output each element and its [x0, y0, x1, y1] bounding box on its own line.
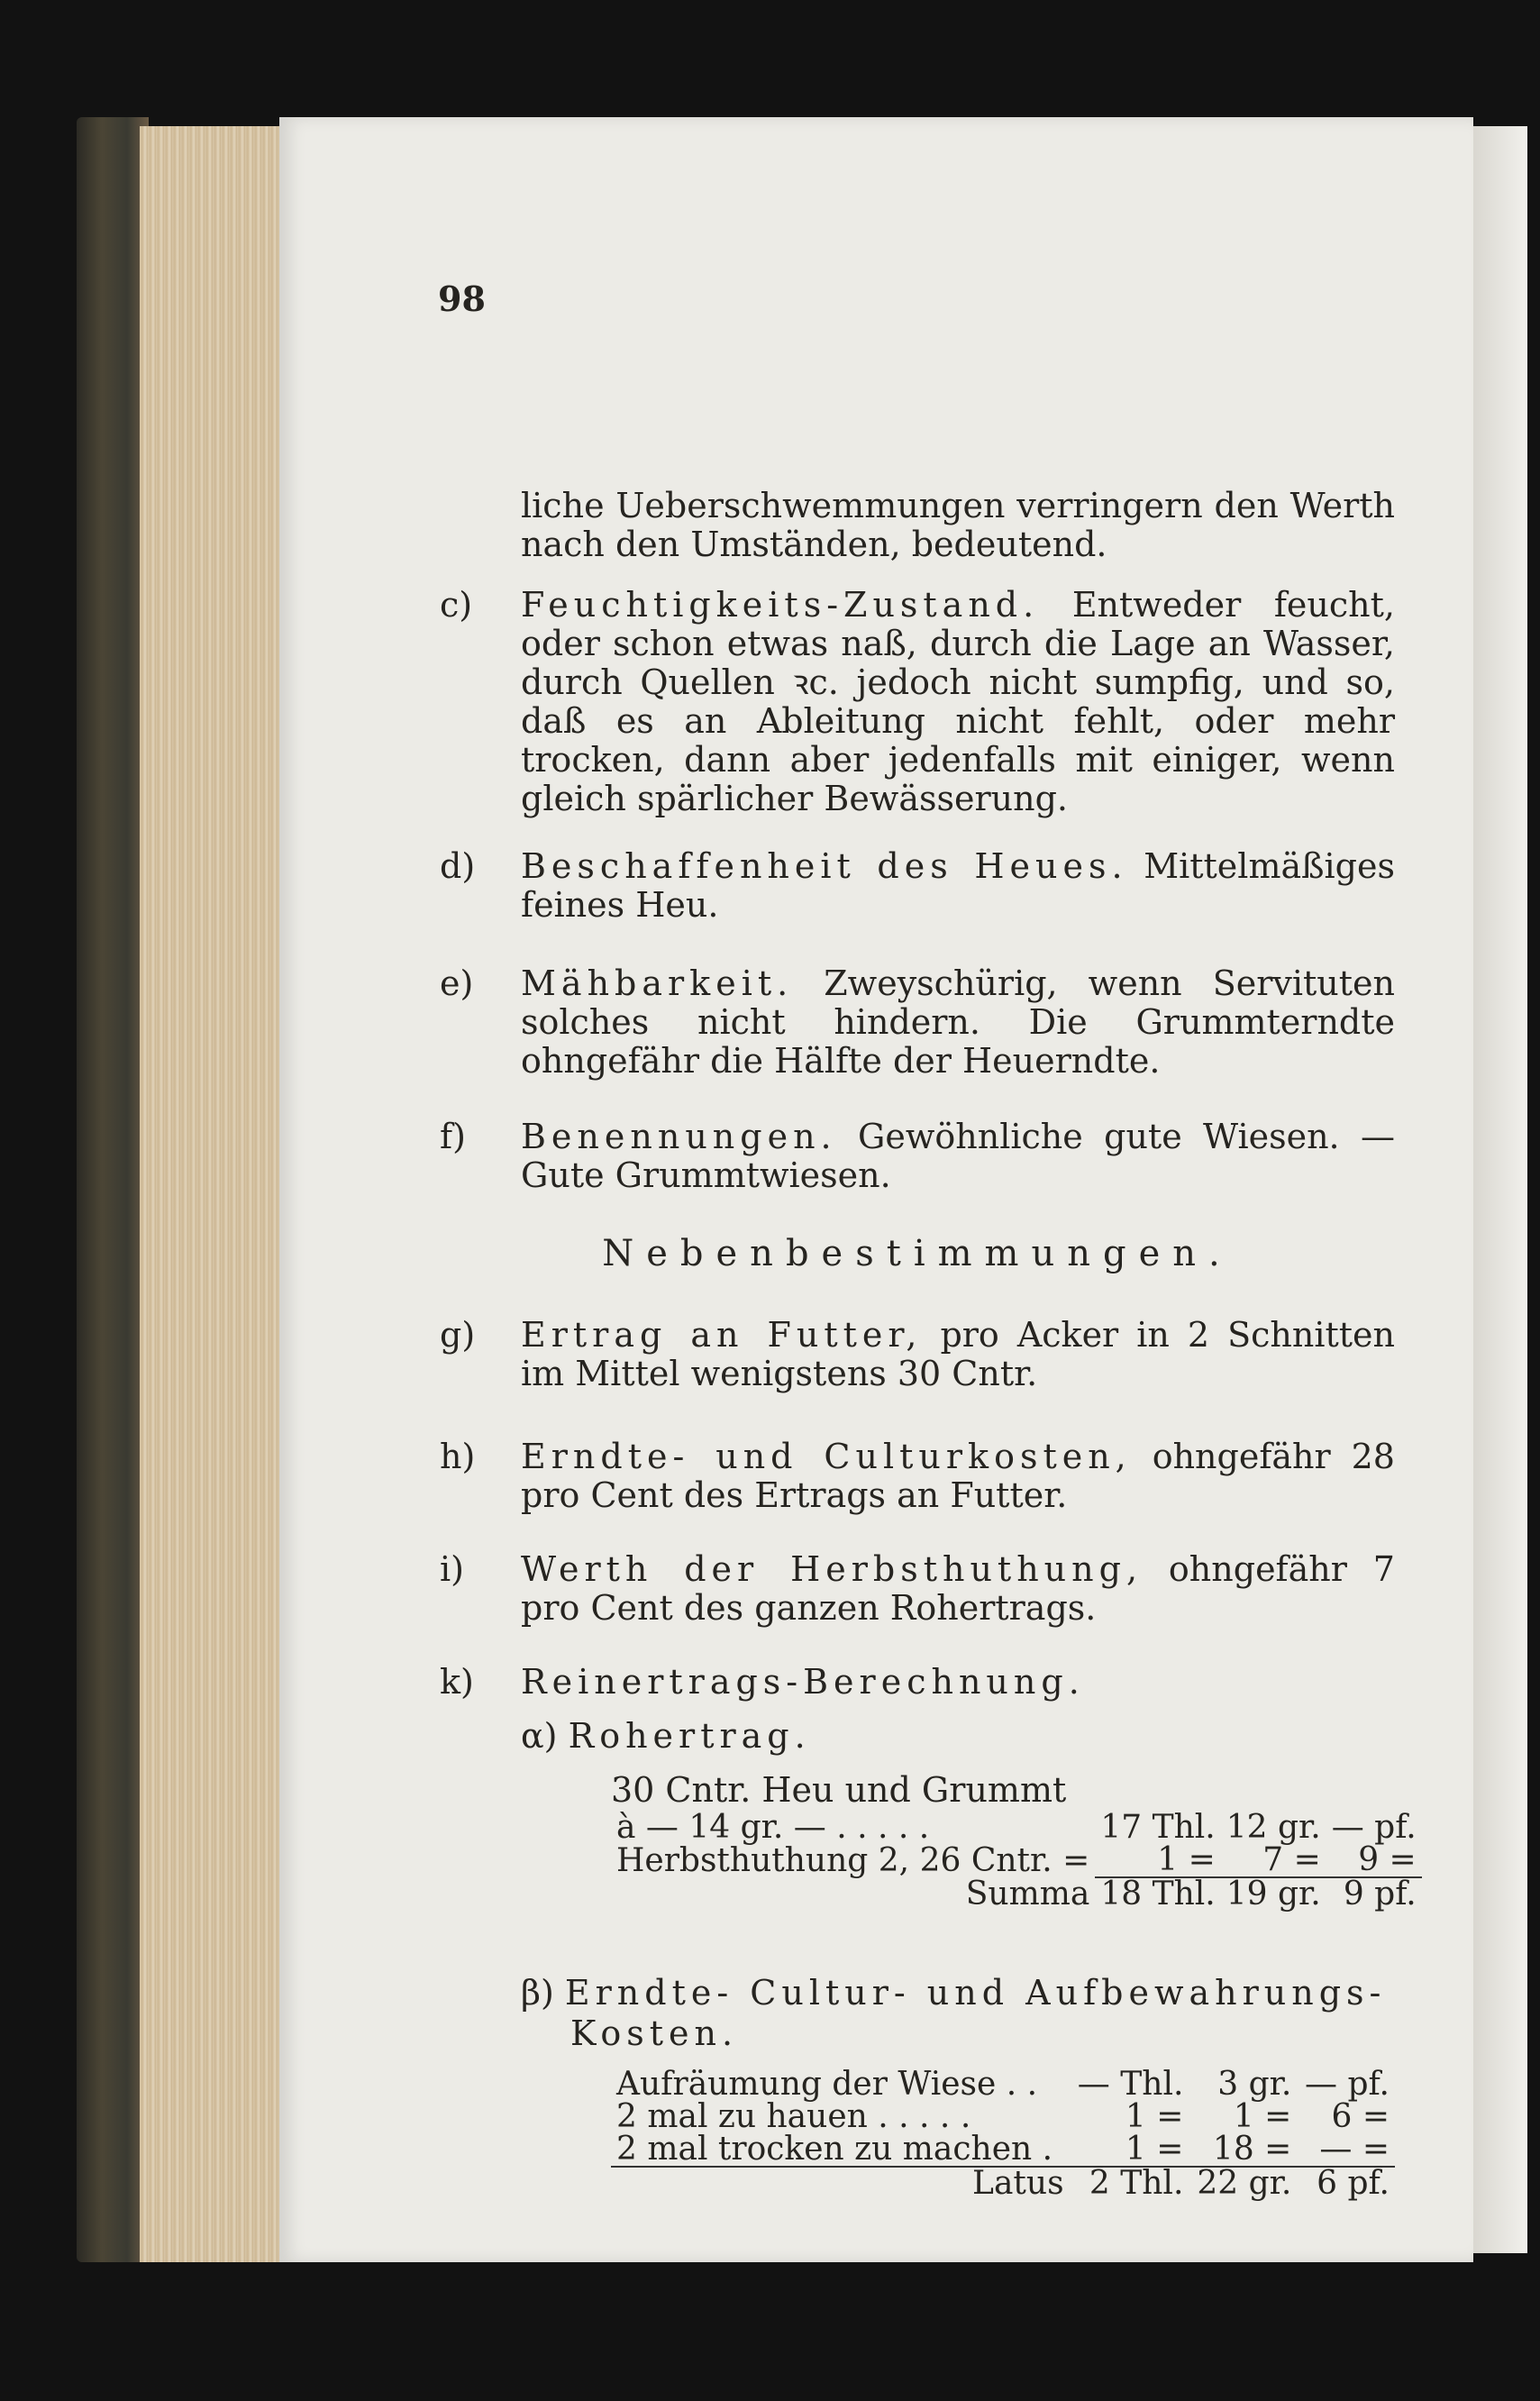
- table-row: [611, 2068, 1395, 2101]
- row-pf: — =: [1319, 2131, 1390, 2168]
- paragraph-mark: i): [440, 1549, 464, 1589]
- paragraph-text: [521, 1663, 1395, 1702]
- paragraph-continuation: [440, 487, 1395, 568]
- paragraph-mark: k): [440, 1662, 474, 1702]
- paragraph-g: [440, 1316, 1395, 1397]
- row-thl: 18 Thl.: [1095, 1877, 1220, 1911]
- paragraph-head: Erndte- und Culturkosten,: [521, 1437, 1132, 1476]
- paragraph-body: Mittelmäßiges feines Heu.: [521, 846, 1395, 925]
- paragraph-body: Zweyschürig, wenn Servituten solches nicht hindern. Die Grummterndte ohngefähr die Hälfte der Heuerndte.: [521, 963, 1395, 1081]
- paragraph-c: [440, 585, 1395, 818]
- table-row: [611, 2101, 1395, 2133]
- row-thl: 17 Thl.: [1100, 1809, 1216, 1846]
- beta-heading: [521, 1974, 1395, 2013]
- page-edges: [140, 126, 293, 2262]
- row-desc: Latus: [611, 2167, 1070, 2200]
- paragraph-mark: h): [440, 1437, 476, 1476]
- sum-row: [611, 1877, 1422, 1911]
- row-gr: 22 gr.: [1189, 2167, 1297, 2200]
- row-desc: Summa: [965, 1875, 1090, 1913]
- row-pf: — pf.: [1331, 1809, 1417, 1846]
- page-number: 98: [438, 278, 486, 319]
- beta-head: Erndte- Cultur- und Aufbewahrungs-: [564, 1973, 1387, 2013]
- paragraph-head: Mähbarkeit.: [521, 963, 794, 1003]
- paragraph-k: [440, 1663, 1395, 1708]
- paragraph-text: [521, 1550, 1395, 1628]
- kosten-table: [611, 2068, 1395, 2200]
- row-thl: 2 Thl.: [1070, 2167, 1189, 2200]
- paragraph-mark: f): [440, 1117, 466, 1156]
- row-gr: 18 =: [1212, 2131, 1292, 2168]
- row-desc: 2 mal zu hauen . . . . .: [616, 2098, 971, 2135]
- paragraph-mark: g): [440, 1315, 476, 1355]
- table-row: [611, 2133, 1395, 2167]
- paragraph-text: [521, 586, 1395, 818]
- paragraph-e: [440, 964, 1395, 1082]
- row-pf: — pf.: [1305, 2066, 1390, 2103]
- paragraph-f: [440, 1118, 1395, 1199]
- paragraph-body: ohngefähr 7 pro Cent des ganzen Rohertrags.: [521, 1549, 1395, 1628]
- paragraph-h: [440, 1438, 1395, 1519]
- row-gr: 12 gr.: [1226, 1809, 1321, 1846]
- paragraph-i: [440, 1550, 1395, 1631]
- row-gr: 3 gr.: [1217, 2066, 1292, 2103]
- row-desc: Aufräumung der Wiese . .: [616, 2066, 1038, 2103]
- paragraph-head: Reinertrags-Berechnung.: [521, 1662, 1085, 1702]
- paragraph-text: [521, 964, 1395, 1081]
- row-desc: à — 14 gr. — . . . . .: [616, 1809, 930, 1846]
- paragraph-head: Feuchtigkeits-Zustand.: [521, 585, 1040, 625]
- rohertrag-table: [611, 1809, 1422, 1913]
- row-thl: 1 =: [1157, 1841, 1216, 1878]
- paragraph-body: Entweder feucht, oder schon etwas naß, durch die Lage an Wasser, durch Quellen ꝛc. jedoch nicht sumpfig, und so, daß es an Ableitung nicht fehlt, oder mehr trocken, dann aber jedenfalls mit einiger, wenn gleich spärlicher Bewässerung.: [521, 585, 1395, 818]
- section-title: Nebenbestimmungen.: [602, 1233, 1233, 1274]
- facing-page-edge: [1473, 126, 1527, 2253]
- row-gr: 7 =: [1262, 1841, 1321, 1878]
- row-thl: — Thl.: [1077, 2066, 1184, 2103]
- paragraph-mark: e): [440, 963, 474, 1003]
- paragraph-body: ohngefähr 28 pro Cent des Ertrags an Futter.: [521, 1437, 1395, 1515]
- row-gr: 1 =: [1233, 2098, 1292, 2135]
- paragraph-head: Ertrag an Futter,: [521, 1315, 923, 1355]
- book-cover: [77, 117, 149, 2262]
- alpha-line: 30 Cntr. Heu und Grummt: [611, 1770, 1067, 1810]
- table-row: [611, 1812, 1422, 1844]
- sum-row: [611, 2167, 1395, 2200]
- book-page: [279, 117, 1473, 2262]
- paragraph-head: Werth der Herbsthuthung,: [521, 1549, 1144, 1589]
- paragraph-head: Beschaffenheit des Heues.: [521, 846, 1128, 886]
- paragraph-text: liche Ueberschwemmungen verringern den Werth nach den Umständen, bedeutend.: [521, 486, 1395, 564]
- paragraph-body: Gewöhnliche gute Wiesen. — Gute Grummtwiesen.: [521, 1117, 1395, 1195]
- table-row: [611, 1844, 1422, 1877]
- alpha-label: α): [521, 1716, 558, 1756]
- beta-head-cont: Kosten.: [570, 2013, 739, 2053]
- alpha-head: Rohertrag.: [568, 1716, 811, 1756]
- paragraph-text: [521, 1438, 1395, 1515]
- row-thl: 1 =: [1125, 2098, 1184, 2135]
- paragraph-body: pro Acker in 2 Schnitten im Mittel wenigstens 30 Cntr.: [521, 1315, 1395, 1393]
- paragraph-mark: c): [440, 585, 473, 625]
- row-desc: Herbsthuthung 2, 26 Cntr. =: [616, 1841, 1090, 1879]
- paragraph-text: [521, 1316, 1395, 1393]
- paragraph-d: [440, 847, 1395, 928]
- paragraph-text: [521, 1118, 1395, 1195]
- alpha-heading: [521, 1717, 811, 1756]
- row-thl: 1 =: [1125, 2131, 1184, 2168]
- row-desc: 2 mal trocken zu machen .: [616, 2131, 1053, 2168]
- paragraph-text: [521, 847, 1395, 925]
- row-pf: 9 pf.: [1326, 1877, 1422, 1911]
- paragraph-mark: d): [440, 846, 476, 886]
- beta-label: β): [521, 1973, 554, 2013]
- row-pf: 9 =: [1358, 1841, 1417, 1878]
- row-pf: 6 pf.: [1297, 2167, 1395, 2200]
- paragraph-head: Benennungen.: [521, 1117, 837, 1156]
- row-gr: 19 gr.: [1221, 1877, 1326, 1911]
- row-pf: 6 =: [1331, 2098, 1390, 2135]
